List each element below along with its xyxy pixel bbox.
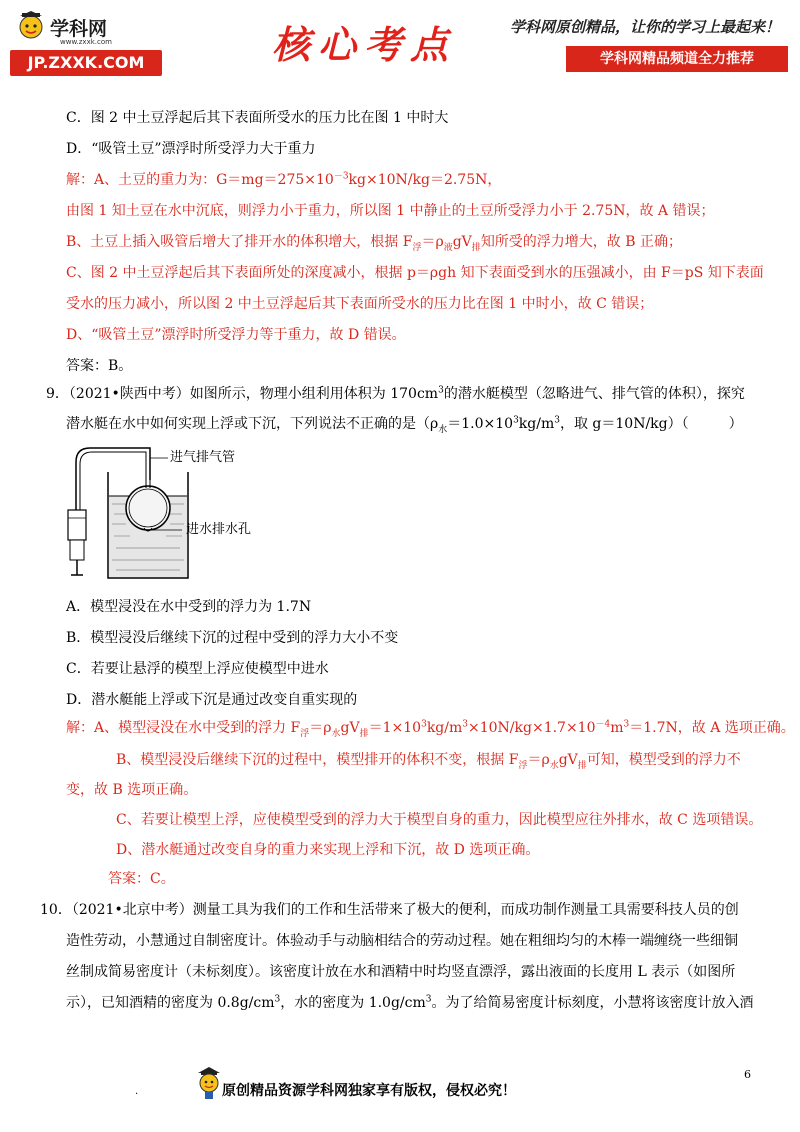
q10-line-1: 10．（2021•北京中考）测量工具为我们的工作和生活带来了极大的便利，而成功制作测量工具需要科技人员的创 [40,902,739,918]
logo-site: www.zxxk.com [60,38,112,46]
footer-mascot-icon [196,1066,222,1100]
footer-copyright: 原创精品资源学科网独家享有版权，侵权必究！ [222,1083,516,1099]
q8-solution-line-4: C、图 2 中土豆浮起后其下表面所处的深度减小，根据 p＝ρgh 知下表面受到水的压强减小，由 F＝pS 知下表面 [66,265,764,281]
page-title: 核心考点 [272,22,457,67]
q9-solution-b: B、模型浸没后继续下沉的过程中，模型排开的体积不变，根据 $F_浮=\rho_水gV_排$可知，模型受到的浮力不 [116,752,741,771]
site-logo [10,8,170,78]
logo-name: 学科网 [50,18,108,40]
q8-option-c: C．图 2 中土豆浮起后其下表面所受水的压力比在图 1 中时大 [66,110,449,126]
q9-stem-line-2: 潜水艇在水中如何实现上浮或下沉，下列说法不正确的是（$\rho_水=1.0\times 10^3kg/m^3$，取 g＝10N/kg）（ ） [66,415,743,435]
slogan: 学科网原创精品，让你的学习上最起来！ [510,18,781,36]
q8-solution-line-6: D、“吸管土豆”漂浮时所受浮力等于重力，故 D 错误。 [66,327,406,343]
q10-line-3: 丝制成简易密度计（未标刻度）。该密度计放在水和酒精中时均竖直漂浮，露出液面的长度用 L 表示（如图所 [66,964,736,980]
slogan-bar: 学科网精品频道全力推荐 [566,46,788,72]
q9-solution-b-cont: 变，故 B 选项正确。 [66,782,198,798]
q9-stem-line-1: 9．（2021•陕西中考）如图所示，物理小组利用体积为 $170cm^3$的潜水艇模型（忽略进气、排气管的体积），探究 [46,385,745,402]
q9-option-a: A．模型浸没在水中受到的浮力为 1.7N [66,599,312,615]
mascot-icon [16,10,46,40]
q9-option-c: C．若要让悬浮的模型上浮应使模型中进水 [66,661,329,677]
q10-line-4: 示），已知酒精的密度为 $0.8g/cm^3$，水的密度为 $1.0g/cm^3$。为了给简易密度计标刻度，小慧将该密度计放入酒 [66,994,754,1011]
q8-solution-line-1: 解：A、土豆的重力为：$G=mg=275\times 10^{-3}kg\times 10N/kg=2.75N$， [66,171,502,188]
footer-dot: . [135,1086,139,1097]
q8-solution-line-3: B、土豆上插入吸管后增大了排开水的体积增大，根据 $F_浮=\rho_液gV_排$知所受的浮力增大，故 B 正确； [66,234,683,253]
figure-label-water-hole: 进水排水孔 [186,522,252,537]
q8-solution-line-5: 受水的压力减小，所以图 2 中土豆浮起后其下表面所受水的压力比在图 1 中时小，故 C 错误； [66,296,654,312]
figure-label-air-tube: 进气排气管 [170,450,236,465]
page-number: 6 [744,1068,751,1081]
q8-answer: 答案：B。 [66,358,133,374]
q9-option-d: D．潜水艇能上浮或下沉是通过改变自重实现的 [66,692,358,708]
q9-solution-a: 解：A、模型浸没在水中受到的浮力 $F_浮=\rho_水gV_排=1\times 10^3kg/m^3\times 10N/kg\times 1.7\times 10^{-4}m^3=1.7N$，故 A 选项正确。 [66,719,795,739]
logo-bar: JP.ZXXK.COM [10,50,162,76]
q9-solution-d: D、潜水艇通过改变自身的重力来实现上浮和下沉，故 D 选项正确。 [116,842,540,858]
q9-answer: 答案：C。 [108,871,175,887]
q10-line-2: 造性劳动，小慧通过自制密度计。体验动手与动脑相结合的劳动过程。她在粗细均匀的木棒一端缠绕一些细铜 [66,933,738,949]
q9-solution-c: C、若要让模型上浮，应使模型受到的浮力大于模型自身的重力，因此模型应往外排水，故 C 选项错误。 [116,812,763,828]
q8-solution-line-2: 由图 1 知土豆在水中沉底，则浮力小于重力，所以图 1 中静止的土豆所受浮力小于 2.75N，故 A 错误； [66,203,715,219]
q8-option-d: D．“吸管土豆”漂浮时所受浮力大于重力 [66,141,316,157]
q9-option-b: B．模型浸没后继续下沉的过程中受到的浮力大小不变 [66,630,399,646]
